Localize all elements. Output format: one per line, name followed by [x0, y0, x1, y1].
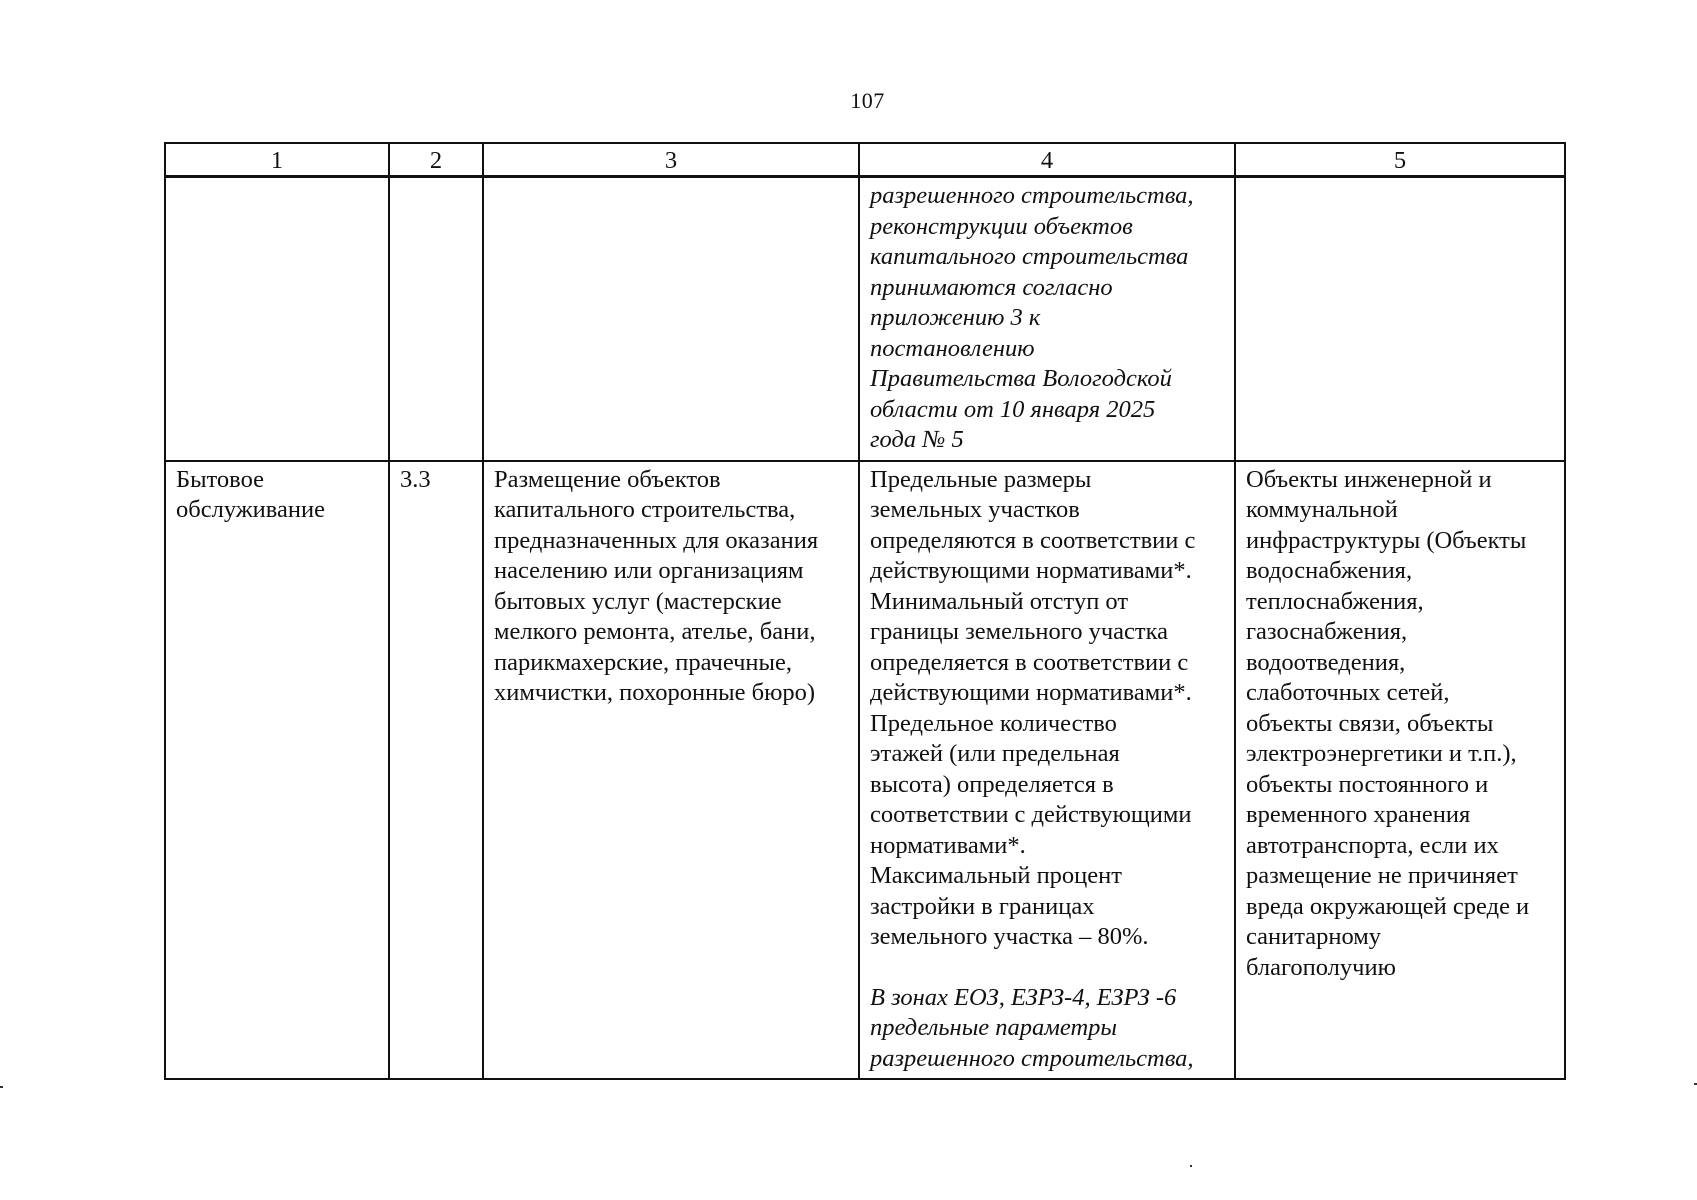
scan-mark-left	[0, 1086, 3, 1088]
zoning-table	[164, 142, 1566, 1080]
cont-cell-1	[165, 177, 389, 461]
cont-cell-2	[389, 177, 483, 461]
cont-cell-4-parameters: разрешенного строительства, реконструкции объектов капитального строительства принимаются согласно приложению 3 к постановлению Правительства Вологодской области от 10 января 2025 года № 5	[859, 177, 1235, 461]
table-row-continuation	[165, 177, 1565, 461]
header-cell-3: 3	[483, 143, 859, 177]
cell-use-code: 3.3	[389, 461, 483, 1080]
parameters-zones-text: В зонах ЕОЗ, ЕЗРЗ-4, ЕЗРЗ -6 предельные параметры разрешенного строительства,	[870, 983, 1194, 1072]
cont-cell-5	[1235, 177, 1565, 461]
cell-parameters	[859, 461, 1235, 1080]
cell-use-name: Бытовое обслуживание	[165, 461, 389, 1080]
header-cell-4: 4	[859, 143, 1235, 177]
parameters-text: Предельные размеры земельных участков определяются в соответствии с действующими нормативами*. Минимальный отступ от границы земельного участка определяется в соответствии с действующими нормативами*. Предельное количество этажей (или предельная высота) определяется в соответствии с действующими нормативами*. Максимальный процент застройки в границах земельного участка – 80%.	[870, 465, 1196, 950]
table-row-household-services	[165, 461, 1565, 1080]
table-header-row	[165, 143, 1565, 177]
header-cell-1: 1	[165, 143, 389, 177]
header-cell-2: 2	[389, 143, 483, 177]
scan-dot	[1190, 1165, 1192, 1167]
cell-use-description: Размещение объектов капитального строительства, предназначенных для оказания населению или организациям бытовых услуг (мастерские мелкого ремонта, ателье, бани, парикмахерские, прачечные, химчистки, похоронные бюро)	[483, 461, 859, 1080]
paragraph-gap	[870, 953, 1226, 983]
page-number: 107	[850, 88, 885, 113]
cont-cell-3	[483, 177, 859, 461]
header-cell-5: 5	[1235, 143, 1565, 177]
cell-auxiliary-objects: Объекты инженерной и коммунальной инфраструктуры (Объекты водоснабжения, теплоснабжения, газоснабжения, водоотведения, слаботочных сетей, объекты связи, объекты электроэнергетики и т.п.), объекты постоянного и временного хранения автотранспорта, если их размещение не причиняет вреда окружающей среде и санитарному благополучию	[1235, 461, 1565, 1080]
